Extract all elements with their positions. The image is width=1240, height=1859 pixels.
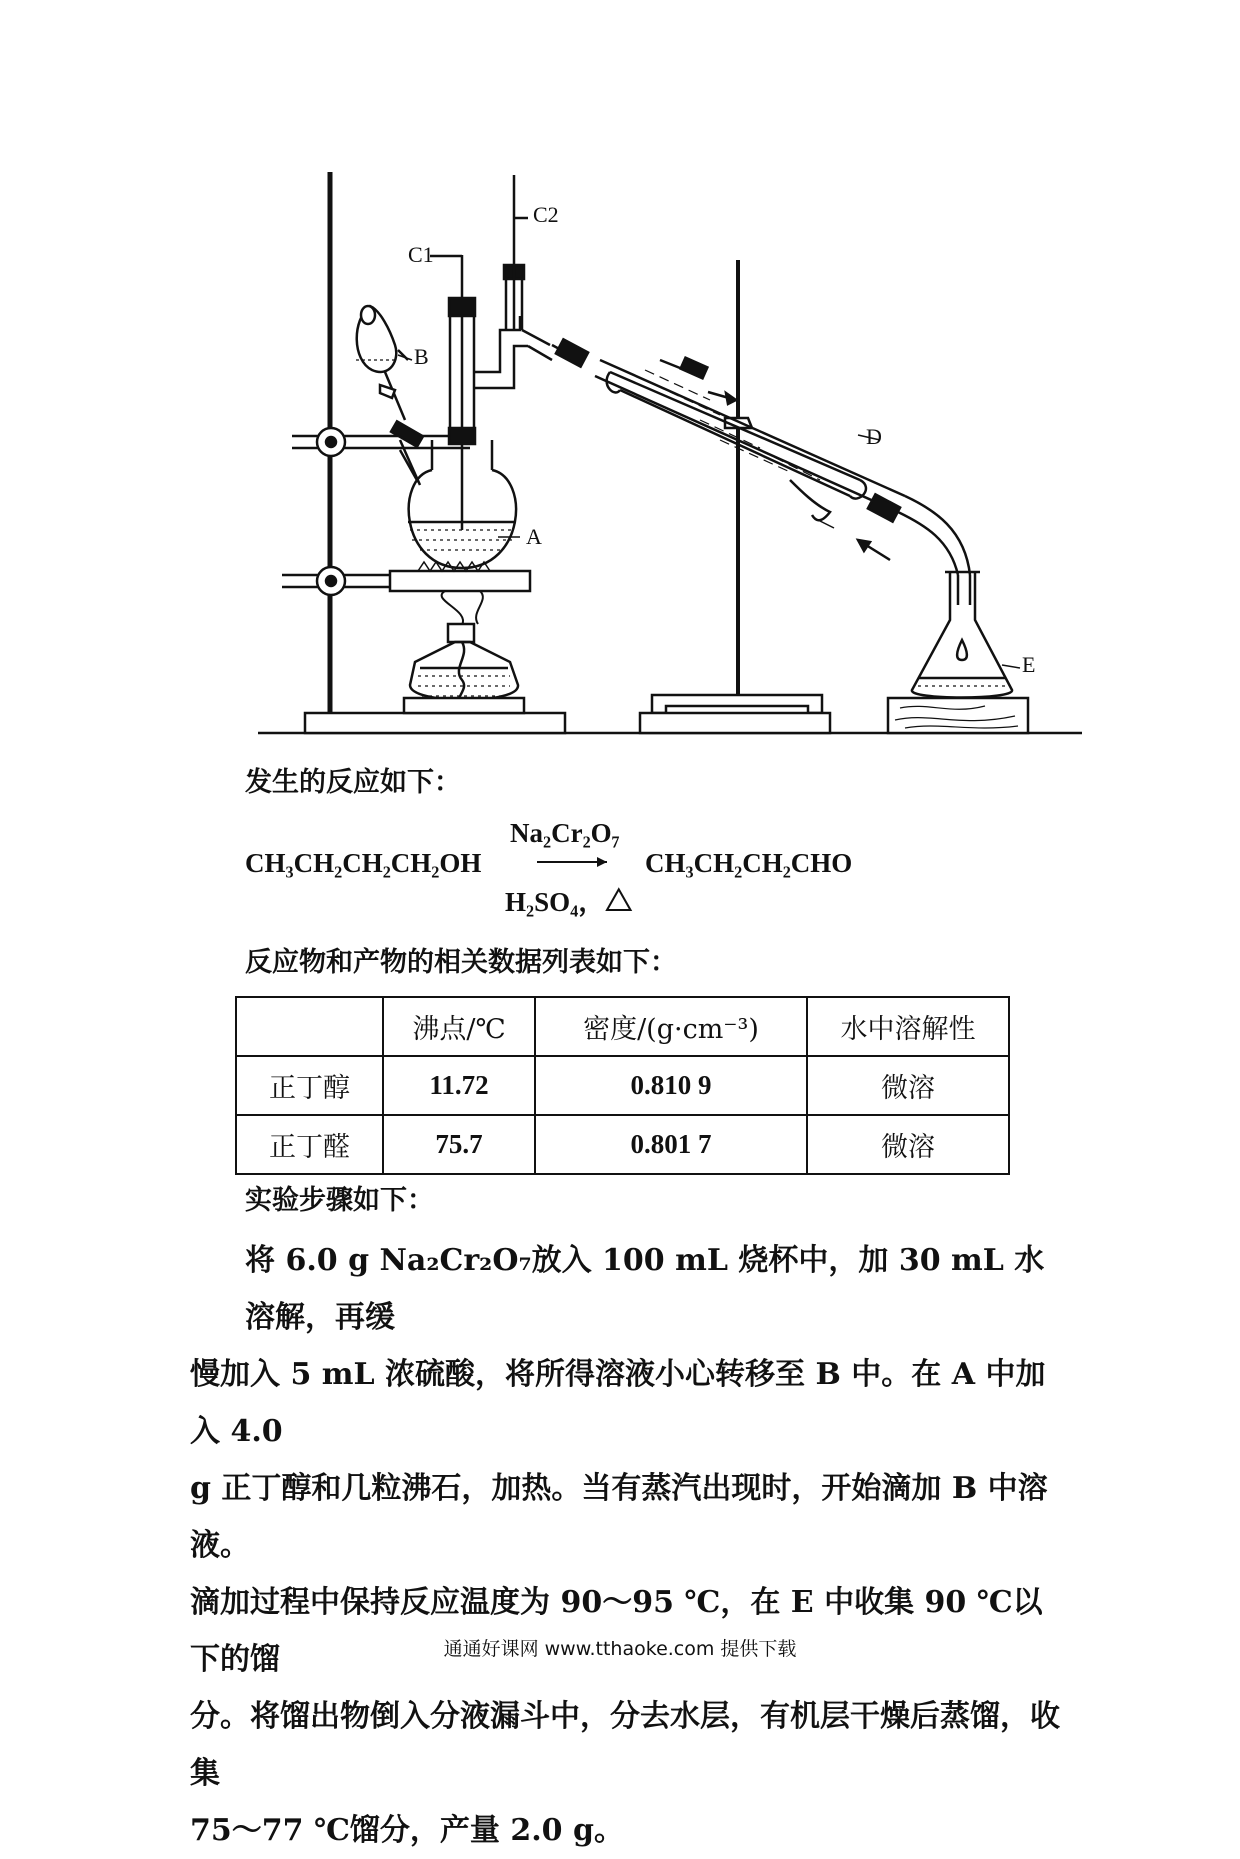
table-cell: 正丁醇 xyxy=(236,1056,383,1115)
label-b: B xyxy=(414,344,429,369)
procedure-paragraph xyxy=(190,1232,1070,1859)
table-cell: 微溶 xyxy=(807,1115,1009,1174)
label-e: E xyxy=(1022,652,1036,677)
table-cell: 微溶 xyxy=(807,1056,1009,1115)
round-bottom-flask-a xyxy=(400,440,516,568)
table-row xyxy=(236,1056,1009,1115)
table-cell: 75.7 xyxy=(383,1115,535,1174)
page-footer: 通通好课网 www.tthaoke.com 提供下载 xyxy=(443,1638,797,1660)
procedure-line: 75～77 ℃馏分，产量 2.0 g。 xyxy=(190,1813,624,1848)
table-header-cell: 水中溶解性 xyxy=(807,997,1009,1056)
wire-gauze xyxy=(390,571,530,591)
reaction-arrow xyxy=(535,852,615,872)
reaction-product: CH₃CH₂CH₂CHO xyxy=(645,848,853,878)
label-c2: C2 xyxy=(533,202,559,227)
reaction-reagent-below: H₂SO₄，△ xyxy=(505,887,633,917)
table-intro: 反应物和产物的相关数据列表如下： xyxy=(245,947,677,978)
procedure-line: 慢加入 5 mL 浓硫酸，将所得溶液小心转移至 B 中。在 A 中加入 4.0 xyxy=(190,1357,1046,1449)
alcohol-lamp xyxy=(404,591,524,713)
table-cell: 0.810 9 xyxy=(535,1056,807,1115)
label-c1: C1 xyxy=(408,242,434,267)
reaction-intro: 发生的反应如下： xyxy=(245,767,461,798)
procedure-line: 分。将馏出物倒入分液漏斗中，分去水层，有机层干燥后蒸馏，收集 xyxy=(190,1699,1060,1791)
procedure-line: 滴加过程中保持反应温度为 90～95 ℃，在 E 中收集 90 ℃以下的馏 xyxy=(190,1585,1043,1677)
reaction-reactant: CH₃CH₂CH₂CH₂OH xyxy=(245,848,482,878)
thermometer-c1 xyxy=(430,255,475,530)
dropping-funnel-b xyxy=(356,306,423,485)
table-header-cell: 沸点/℃ xyxy=(383,997,535,1056)
distillation-apparatus-diagram xyxy=(0,0,1240,760)
reaction-reagent-above: Na₂Cr₂O₇ xyxy=(510,818,620,848)
table-header-row xyxy=(236,997,1009,1056)
condenser-d xyxy=(552,339,970,605)
label-d: D xyxy=(866,424,882,449)
table-row xyxy=(236,1115,1009,1174)
middle-ring-stand xyxy=(640,260,830,733)
label-a: A xyxy=(526,524,542,549)
table-header-cell xyxy=(236,997,383,1056)
table-header-cell: 密度/(g·cm⁻³) xyxy=(535,997,807,1056)
procedure-line: g 正丁醇和几粒沸石，加热。当有蒸汽出现时，开始滴加 B 中溶液。 xyxy=(190,1471,1048,1563)
table-cell: 0.801 7 xyxy=(535,1115,807,1174)
conical-flask-e xyxy=(912,572,1012,698)
data-table xyxy=(235,996,1010,1175)
steps-heading: 实验步骤如下： xyxy=(245,1185,434,1216)
procedure-line: 将 6.0 g Na₂Cr₂O₇放入 100 mL 烧杯中，加 30 mL 水溶解，再缓 xyxy=(245,1243,1045,1335)
table-cell: 11.72 xyxy=(383,1056,535,1115)
wood-block xyxy=(888,698,1028,733)
table-cell: 正丁醛 xyxy=(236,1115,383,1174)
